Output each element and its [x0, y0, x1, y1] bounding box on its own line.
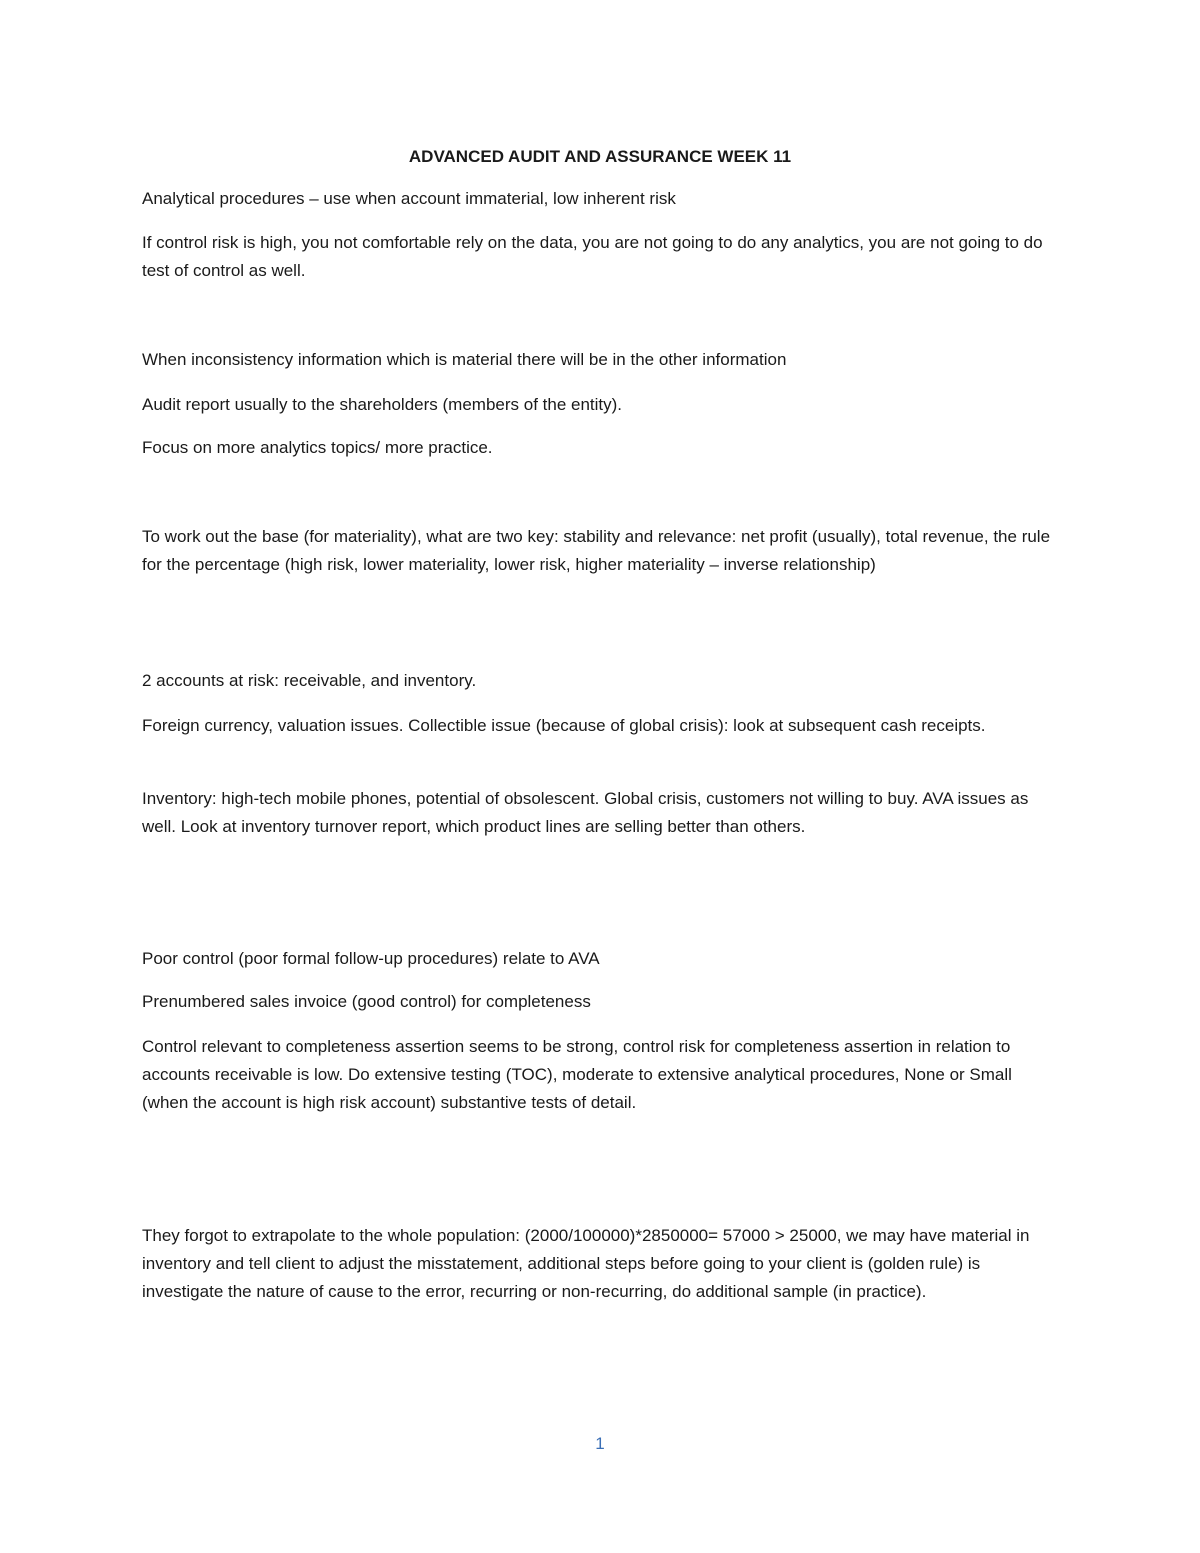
paragraph-foreign-currency: Foreign currency, valuation issues. Collectible issue (because of global crisis): look at subsequent cash receipts. [142, 716, 986, 735]
page-number: 1 [595, 1434, 605, 1453]
paragraph-analytical-procedures: Analytical procedures – use when account immaterial, low inherent risk [142, 189, 676, 208]
paragraph-extrapolation: They forgot to extrapolate to the whole population: (2000/100000)*2850000= 57000 > 25000, we may have material in inventory and tell client to adjust the misstatement, additional steps before going to your client is (golden rule) is investigate the nature of cause to the error, recurring or non-recurring, do additional sample (in practice). [142, 1226, 1030, 1301]
paragraph-prenumbered-invoice: Prenumbered sales invoice (good control) for completeness [142, 992, 591, 1011]
paragraph-control-risk: If control risk is high, you not comfortable rely on the data, you are not going to do any analytics, you are not going to do test of control as well. [142, 233, 1043, 280]
document-title: ADVANCED AUDIT AND ASSURANCE WEEK 11 [408, 147, 792, 166]
paragraph-poor-control: Poor control (poor formal follow-up procedures) relate to AVA [142, 949, 600, 968]
paragraph-materiality-base: To work out the base (for materiality), what are two key: stability and relevance: net profit (usually), total revenue, the rule for the percentage (high risk, lower materiality, lower risk, higher materiality – inverse relationship) [142, 527, 1051, 574]
paragraph-focus: Focus on more analytics topics/ more practice. [142, 438, 493, 457]
paragraph-audit-report: Audit report usually to the shareholders (members of the entity). [142, 395, 623, 414]
paragraph-accounts-at-risk: 2 accounts at risk: receivable, and inventory. [142, 671, 477, 690]
paragraph-completeness-control: Control relevant to completeness assertion seems to be strong, control risk for completeness assertion in relation to accounts receivable is low. Do extensive testing (TOC), moderate to extensive analytical procedures, None or Small (when the account is high risk account) substantive tests of detail. [142, 1037, 1012, 1112]
paragraph-inventory: Inventory: high-tech mobile phones, potential of obsolescent. Global crisis, customers not willing to buy. AVA issues as well. Look at inventory turnover report, which product lines are selling better than others. [142, 789, 1029, 836]
paragraph-inconsistency: When inconsistency information which is material there will be in the other information [142, 350, 787, 369]
